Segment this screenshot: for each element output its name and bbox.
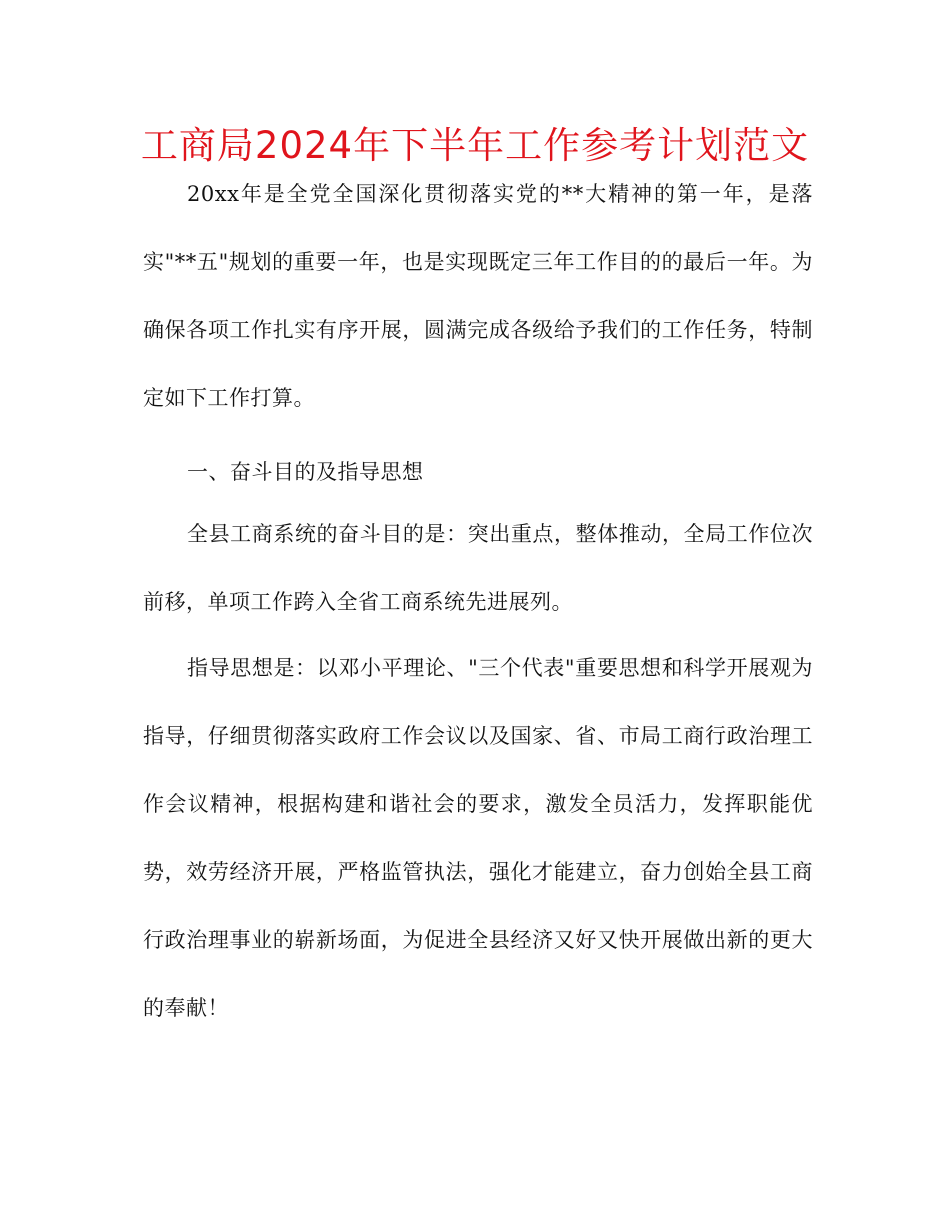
document-title: 工商局2024年下半年工作参考计划范文	[140, 124, 810, 167]
section-heading-goals: 一、奋斗目的及指导思想	[187, 460, 424, 484]
paragraph-goals: 全县工商系统的奋斗目的是：突出重点，整体推动，全局工作位次前移，单项工作跨入全省工商系统先进展列。	[143, 522, 813, 614]
section-heading-block	[143, 438, 813, 506]
paragraph-intro-block	[143, 160, 813, 432]
paragraph-goals-block	[143, 500, 813, 636]
paragraph-guiding-thought: 指导思想是：以邓小平理论、"三个代表"重要思想和科学开展观为指导，仔细贯彻落实政府工作会议以及国家、省、市局工商行政治理工作会议精神，根据构建和谐社会的要求，激发全员活力，发挥职能优势，效劳经济开展，严格监管执法，强化才能建立，奋力创始全县工商行政治理事业的崭新场面，为促进全县经济又好又快开展做出新的更大的奉献！	[143, 656, 813, 1020]
paragraph-intro: 20xx年是全党全国深化贯彻落实党的**大精神的第一年，是落实"**五"规划的重要一年，也是实现既定三年工作目的的最后一年。为确保各项工作扎实有序开展，圆满完成各级给予我们的工作任务，特制定如下工作打算。	[143, 182, 813, 410]
paragraph-guiding-block	[143, 634, 813, 1042]
